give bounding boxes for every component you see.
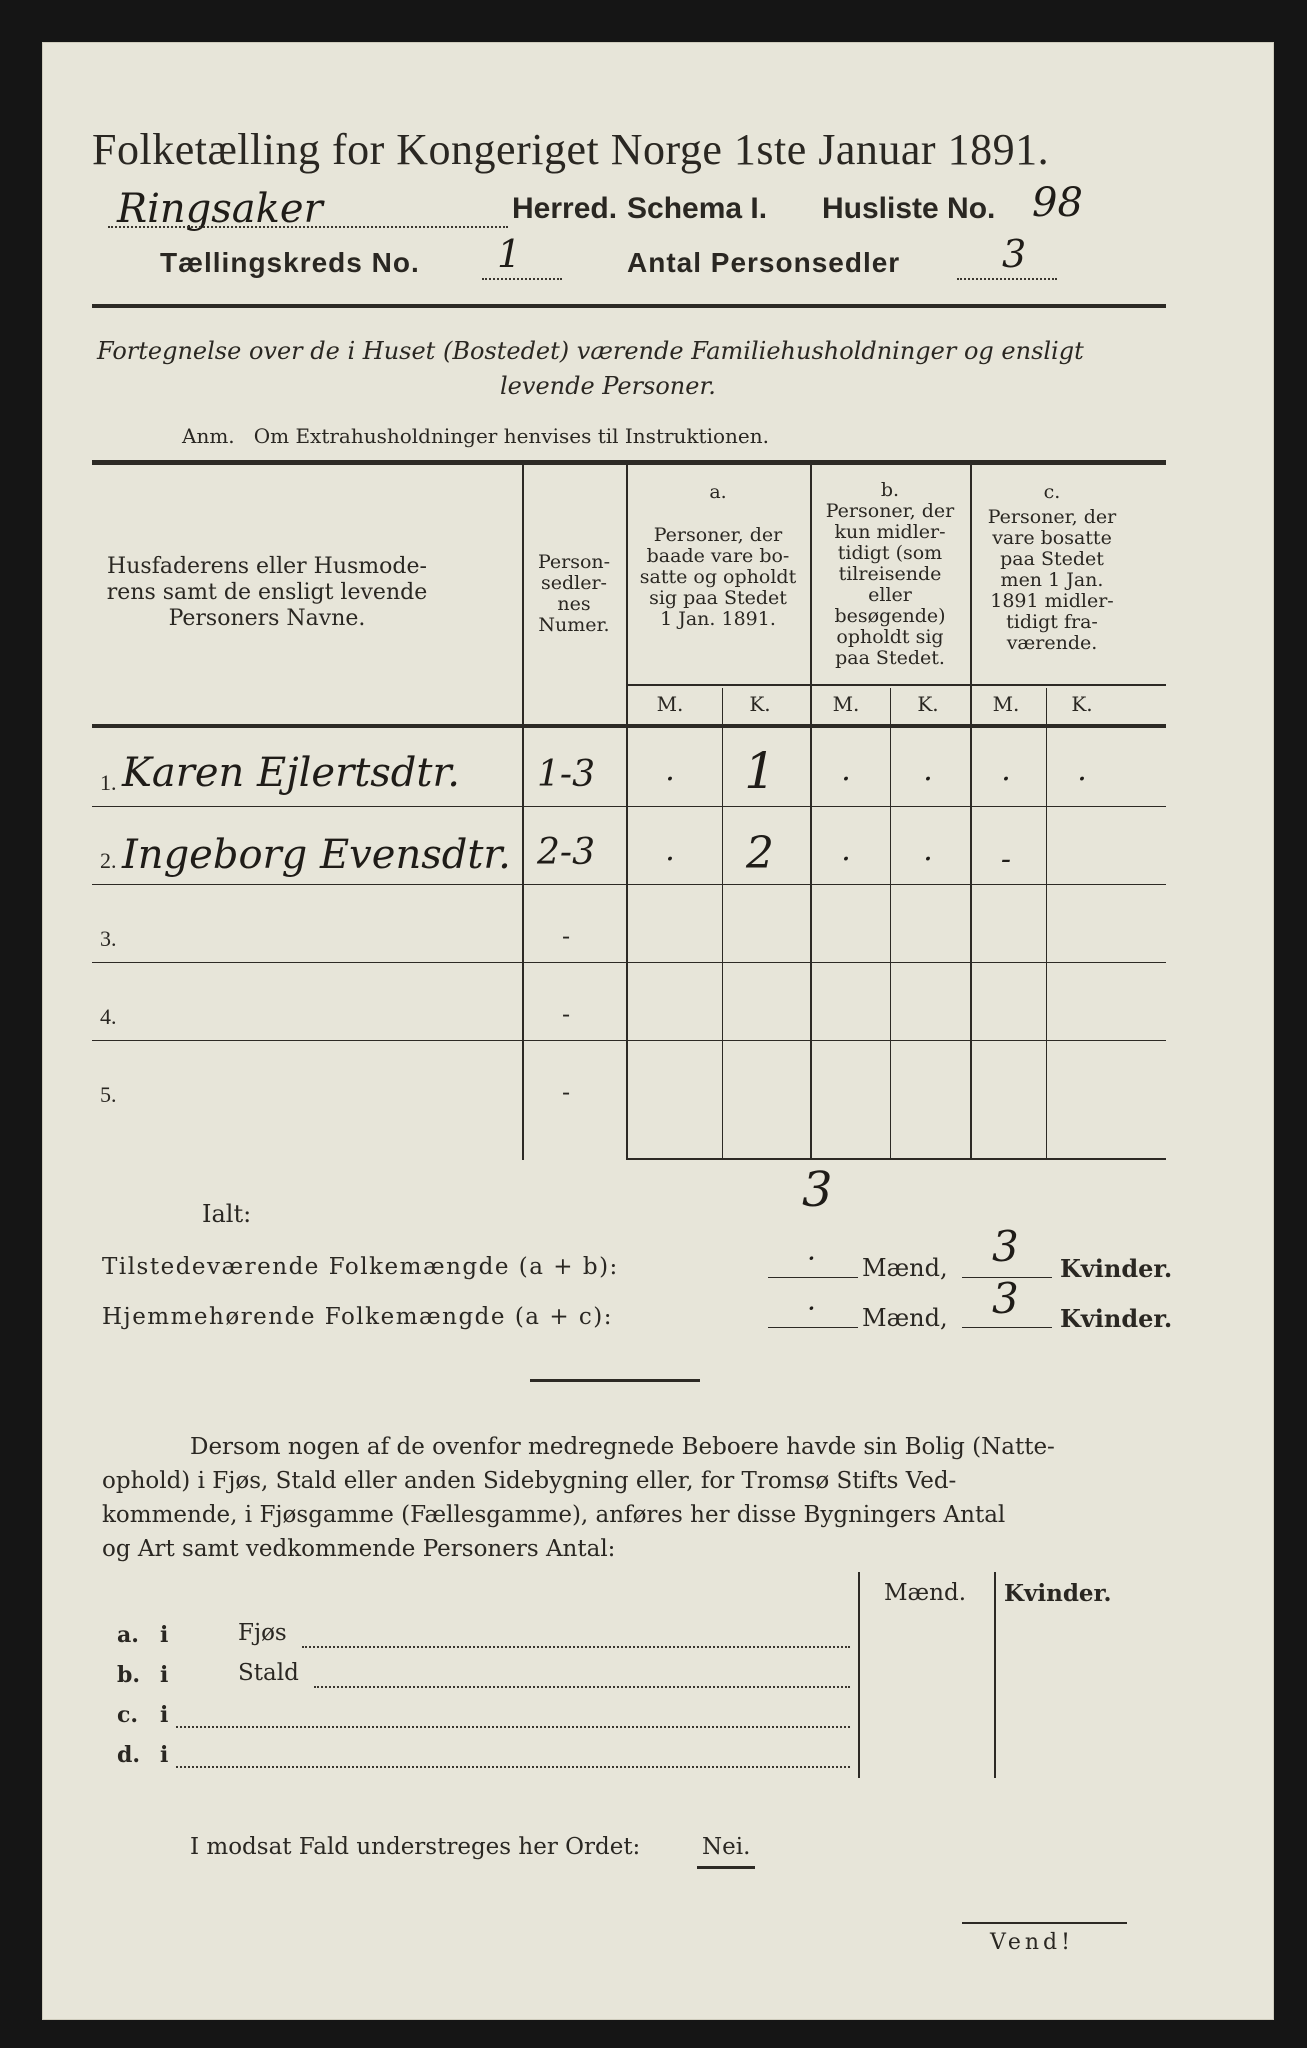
row-number: 5. xyxy=(100,1082,117,1107)
hjemme-kvinder-word: Kvinder. xyxy=(1060,1304,1173,1333)
antal-label: Antal Personsedler xyxy=(627,247,901,278)
row-a-m: · xyxy=(665,842,675,877)
vend-text: Vend! xyxy=(990,1930,1074,1955)
building-letter: d. xyxy=(117,1742,141,1768)
anm-note: Anm. Om Extrahusholdninger henvises til Instruktionen. xyxy=(182,424,769,448)
building-i: i xyxy=(160,1702,169,1728)
subtitle-line2: levende Personer. xyxy=(500,372,716,400)
hjemme-maend-word: Mænd, xyxy=(862,1304,948,1332)
row-number: 2. xyxy=(100,848,117,873)
row-b-k: · xyxy=(923,762,933,797)
buildings-header-kvinder: Kvinder. xyxy=(1004,1580,1112,1607)
hjemme-label: Hjemmehørende Folkemængde (a + c): xyxy=(102,1304,613,1330)
paragraph-line3: kommende, i Fjøsgamme (Fællesgamme), anføres her disse Bygningers Antal xyxy=(102,1502,1006,1528)
row-b-m: · xyxy=(841,762,851,797)
building-i: i xyxy=(160,1742,169,1768)
row-number: 3. xyxy=(100,926,117,951)
paragraph-line2: ophold) i Fjøs, Stald eller anden Sidebygning eller, for Tromsø Stifts Ved- xyxy=(102,1468,957,1494)
row-number: 1. xyxy=(100,770,117,795)
tilstede-maend-word: Mænd, xyxy=(862,1254,948,1282)
col-header-name: Husfaderens eller Husmode- rens samt de ensligt levende Personers Navne. xyxy=(106,554,428,631)
tilstede-label: Tilstedeværende Folkemængde (a + b): xyxy=(102,1254,619,1280)
antal-value: 3 xyxy=(1002,232,1027,276)
section-divider xyxy=(530,1379,700,1382)
row-name: Karen Ejlertsdtr. xyxy=(122,750,460,796)
row-a-k: 2 xyxy=(746,828,774,879)
building-name: Fjøs xyxy=(238,1620,287,1646)
subtitle-line1: Fortegnelse over de i Huset (Bostedet) værende Familiehusholdninger og ensligt xyxy=(97,337,1084,365)
col-header-b: b. Personer, der kun midler- tidigt (som tilreisende eller besøgende) opholdt sig paa Stedet. xyxy=(825,479,955,669)
modsat-text: I modsat Fald understreges her Ordet: xyxy=(190,1834,641,1860)
row-personseddel-number: - xyxy=(562,922,571,950)
row-c-m: · xyxy=(1001,762,1011,797)
husliste-value: 98 xyxy=(1032,180,1083,226)
row-c-m: - xyxy=(1000,842,1012,877)
row-personseddel-number: - xyxy=(562,1078,571,1106)
tilstede-kvinder: 3 xyxy=(992,1222,1019,1271)
row-number: 4. xyxy=(100,1004,117,1029)
b-k-label: K. xyxy=(917,692,939,716)
herred-value: Ringsaker xyxy=(117,186,323,232)
nei-underline xyxy=(697,1866,755,1869)
row-name: Ingeborg Evensdtr. xyxy=(122,832,511,878)
hjemme-maend: · xyxy=(807,1292,816,1325)
building-i: i xyxy=(160,1662,169,1688)
b-m-label: M. xyxy=(832,692,860,716)
a-m-label: M. xyxy=(656,692,684,716)
ialt-value: 3 xyxy=(802,1162,833,1218)
building-i: i xyxy=(160,1622,169,1648)
row-b-k: · xyxy=(923,842,933,877)
row-personseddel-number: 1-3 xyxy=(537,754,595,795)
col-header-c: c. Personer, der vare bosatte paa Stedet men 1 Jan. 1891 midler- tidigt fra- værende. xyxy=(987,481,1117,654)
row-c-k: · xyxy=(1077,762,1087,797)
row-a-m: · xyxy=(665,762,675,797)
c-m-label: M. xyxy=(992,692,1020,716)
header-divider xyxy=(92,304,1166,308)
row-personseddel-number: - xyxy=(562,1000,571,1028)
tilstede-kvinder-word: Kvinder. xyxy=(1060,1254,1173,1283)
form-title: Folketælling for Kongeriget Norge 1ste Januar 1891. xyxy=(92,125,1050,174)
building-name: Stald xyxy=(238,1660,299,1686)
ialt-label: Ialt: xyxy=(202,1200,252,1228)
schema-label: Schema I. xyxy=(627,192,768,225)
table-top-rule xyxy=(92,460,1166,465)
kreds-label: Tællingskreds No. xyxy=(160,247,420,278)
tilstede-maend: · xyxy=(807,1242,816,1275)
col-header-number: Person- sedler- nes Numer. xyxy=(537,551,611,636)
herred-label: Herred. xyxy=(512,192,618,225)
building-letter: c. xyxy=(117,1702,139,1728)
nei-word: Nei. xyxy=(702,1834,751,1860)
col-header-a: a. Personer, der baade vare bo- satte og opholdt sig paa Stedet 1 Jan. 1891. xyxy=(639,481,797,630)
c-k-label: K. xyxy=(1071,692,1093,716)
building-letter: b. xyxy=(117,1662,141,1688)
kreds-value: 1 xyxy=(497,232,522,276)
row-a-k: 1 xyxy=(744,742,776,800)
census-form-page xyxy=(42,42,1274,2020)
paragraph-line4: og Art samt vedkommende Personers Antal: xyxy=(102,1536,616,1562)
row-personseddel-number: 2-3 xyxy=(537,832,595,873)
paragraph-line1: Dersom nogen af de ovenfor medregnede Beboere havde sin Bolig (Natte- xyxy=(190,1434,1055,1460)
row-b-m: · xyxy=(841,842,851,877)
husliste-label: Husliste No. xyxy=(822,192,996,225)
table-header-rule xyxy=(92,724,1166,728)
building-letter: a. xyxy=(117,1622,139,1648)
a-k-label: K. xyxy=(749,692,771,716)
hjemme-kvinder: 3 xyxy=(992,1274,1019,1323)
buildings-header-maend: Mænd. xyxy=(884,1580,967,1606)
